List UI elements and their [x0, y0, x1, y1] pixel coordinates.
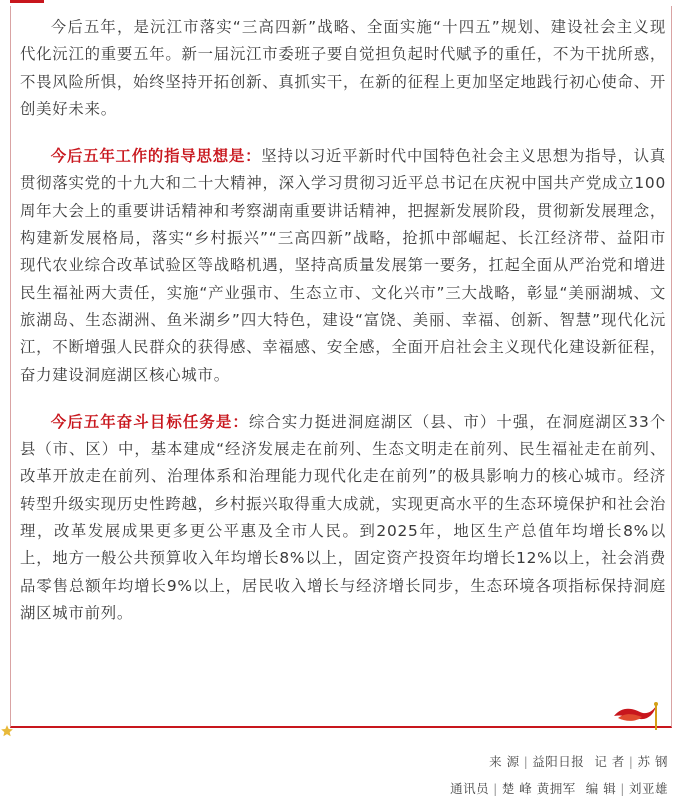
- intro-text: 今后五年，是沅江市落实“三高四新”战略、全面实施“十四五”规划、建设社会主义现代化沅江的重要五年。新一届沅江市委班子要自觉担负起时代赋予的重任，不为干扰所惑，不畏风险所惧，始终坚持开拓创新、真抓实干，在新的征程上更加坚定地践行初心使命、开创美好未来。: [20, 18, 666, 118]
- separator: |: [620, 781, 625, 796]
- separator: |: [628, 754, 634, 769]
- guiding-ideology-text: 坚持以习近平新时代中国特色社会主义思想为指导，认真贯彻落实党的十九大和二十大精神，深入学习贯彻习近平总书记在庆祝中国共产党成立100周年大会上的重要讲话精神和考察湖南重要讲话精神，把握新发展阶段，贯彻新发展理念，构建新发展格局，落实“乡村振兴”“三高四新”战略，抢抓中部崛起、长江经济带、益阳市现代农业综合改革试验区等战略机遇，坚持高质量发展第一要务，扛起全面从严治党和增进民生福祉两大责任，实施“产业强市、生态立市、文化兴市”三大战略，彰显“美丽湖城、文旅湖岛、生态湖洲、鱼米湖乡”四大特色，建设“富饶、美丽、幸福、创新、智慧”现代化沅江，不断增强人民群众的获得感、幸福感、安全感，全面开启社会主义现代化建设新征程，奋力建设洞庭湖区核心城市。: [20, 147, 666, 384]
- source-label: 来 源: [489, 754, 520, 769]
- guiding-ideology-heading: 今后五年工作的指导思想是：: [50, 147, 262, 166]
- reporter-value: 苏 钢: [637, 754, 668, 769]
- correspondent-value: 楚 峰 黄拥军: [501, 781, 576, 796]
- goals-paragraph: [20, 409, 666, 627]
- guiding-ideology-paragraph: [20, 143, 666, 389]
- article-body: [20, 14, 666, 627]
- goals-text: 综合实力挺进洞庭湖区（县、市）十强，在洞庭湖区33个县（市、区）中，基本建成“经济发展走在前列、生态文明走在前列、民生福祉走在前列、改革开放走在前列、治理体系和治理能力现代化走在前列”的极具影响力的核心城市。经济转型升级实现历史性跨越，乡村振兴取得重大成就，实现更高水平的生态环境保护和社会治理，改革发展成果更多更公平惠及全市人民。到2025年，地区生产总值年均增长8%以上，地方一般公共预算收入年均增长8%以上，固定资产投资年均增长12%以上，社会消费品零售总额年均增长9%以上，居民收入增长与经济增长同步，生态环境各项指标保持洞庭湖区城市前列。: [20, 412, 666, 622]
- correspondent-label: 通讯员: [450, 781, 490, 796]
- editor-value: 刘亚雄: [628, 781, 668, 796]
- separator: |: [493, 781, 498, 796]
- editor-label: 编 辑: [585, 781, 617, 796]
- intro-paragraph: [20, 14, 666, 123]
- credits-line-source: [489, 752, 668, 770]
- separator: |: [523, 754, 529, 769]
- source-value: 益阳日报: [532, 754, 585, 769]
- star-icon: [0, 724, 14, 738]
- credits-line-editor: [450, 779, 668, 797]
- red-flag-icon: [612, 700, 662, 730]
- top-accent-line: [10, 0, 44, 3]
- reporter-label: 记 者: [594, 754, 625, 769]
- goals-heading: 今后五年奋斗目标任务是：: [50, 412, 249, 431]
